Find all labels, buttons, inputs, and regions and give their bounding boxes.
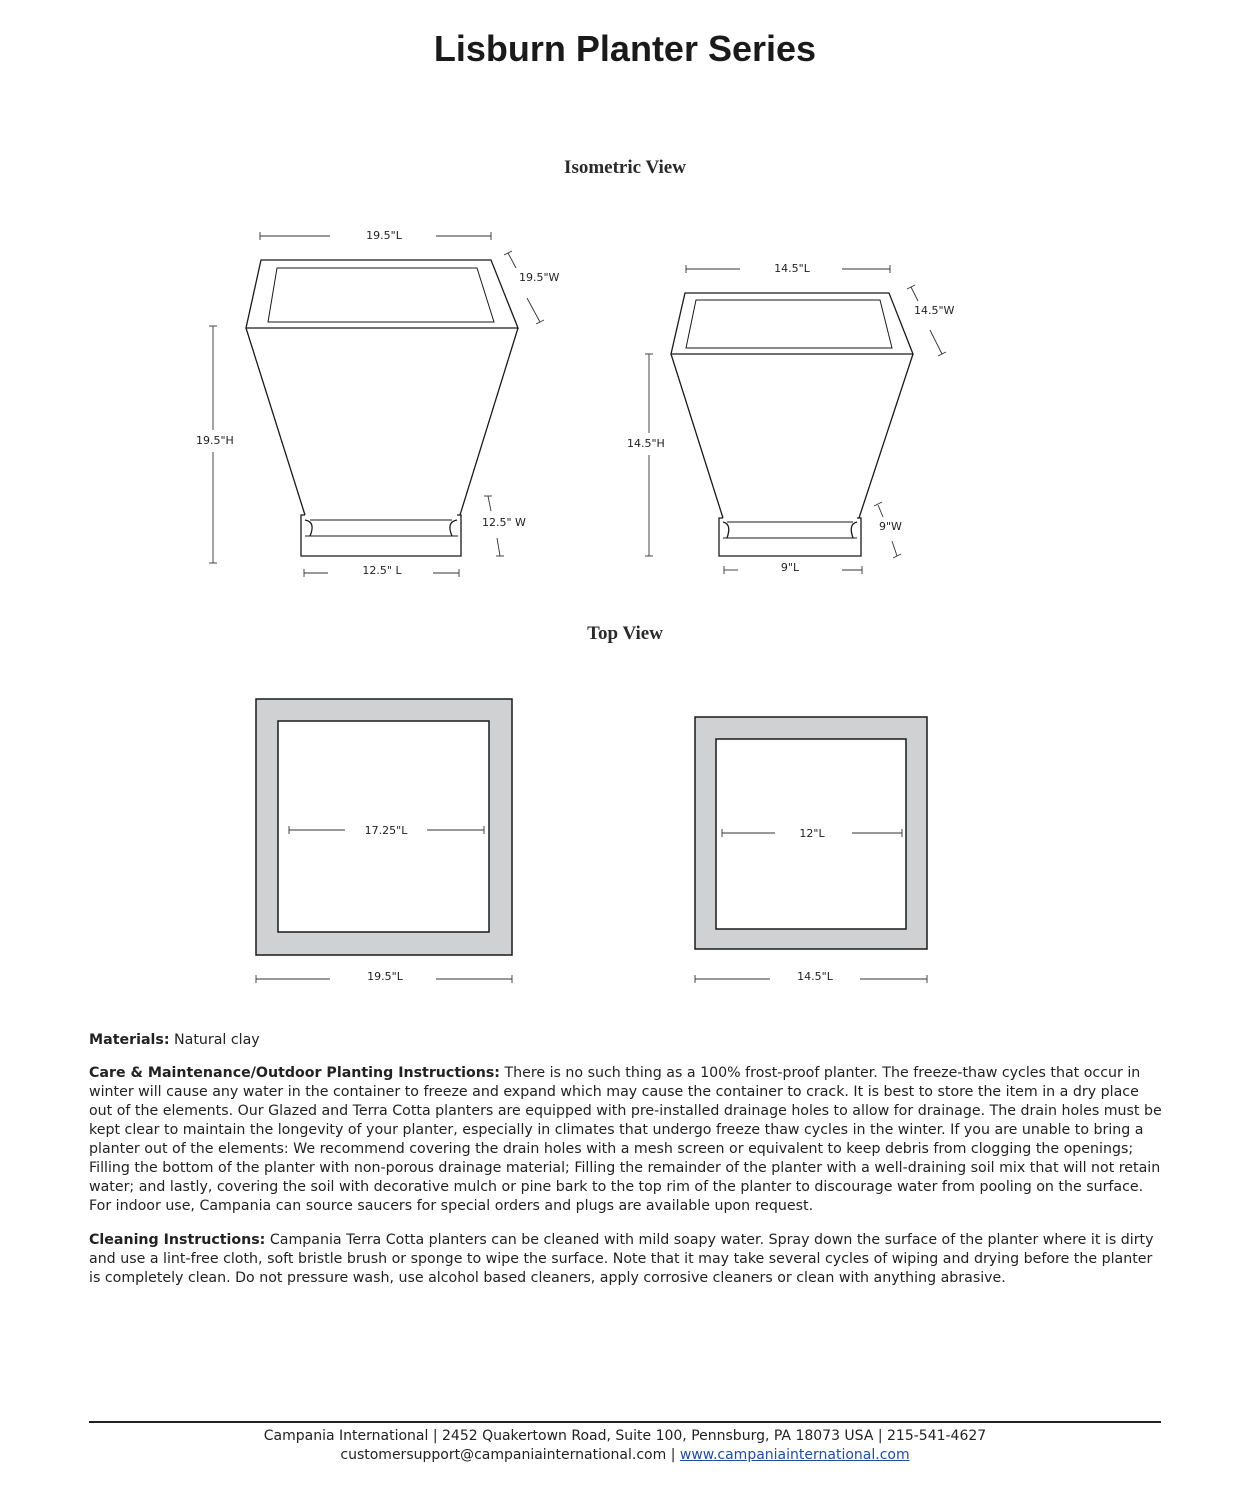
footer-divider xyxy=(89,1421,1161,1423)
footer-separator: | xyxy=(666,1447,680,1463)
care-label: Care & Maintenance/Outdoor Planting Instructions: xyxy=(89,1065,500,1081)
cleaning-text: Campania Terra Cotta planters can be cleaned with mild soapy water. Spray down the surface of the planter where it is dirty and use a lint-free cloth, soft bristle brush or sponge to wipe the surface. Note that it may take several cycles of wiping and drying before the planter is completely clean. Do not pressure wash, use alcohol based cleaners, apply corrosive cleaners or clean with anything abrasive. xyxy=(89,1232,1154,1286)
care-text: There is no such thing as a 100% frost-proof planter. The freeze-thaw cycles that occur in winter will cause any water in the container to freeze and expand which may cause the container to crack. It is best to store the item in a dry place out of the elements. Our Glazed and Terra Cotta planters are equipped with pre-installed drainage holes to allow for drainage. The drain holes must be kept clear to maintain the longevity of your planter, especially in climates that undergo freeze thaw cycles in the winter. If you are unable to bring a planter out of the elements: We recommend covering the drain holes with a mesh screen or equivalent to keep debris from clogging the openings; Filling the bottom of the planter with non-porous drainage material; Filling the remainder of the planter with a well-draining soil mix that will not retain water; and lastly, covering the soil with decorative mulch or pine bark to the top rim of the planter to discourage water from pooling on the surface. For indoor use, Campania can source saucers for special orders and plugs are available upon request. xyxy=(89,1065,1162,1214)
large-planter-isometric xyxy=(246,260,518,556)
large-top-length-label: 19.5"L xyxy=(366,229,402,242)
small-top-view-outer-label: 14.5"L xyxy=(797,970,833,983)
cleaning-paragraph xyxy=(89,1231,1164,1288)
small-base-length-label: 9"L xyxy=(780,561,800,574)
large-base-width-label: 12.5" W xyxy=(482,516,526,529)
dimension-lines xyxy=(209,232,946,577)
care-paragraph xyxy=(89,1064,1164,1216)
large-top-width-label: 19.5"W xyxy=(519,271,560,284)
large-base-length-label: 12.5" L xyxy=(362,564,402,577)
large-top-view-outer-label: 19.5"L xyxy=(367,970,403,983)
isometric-view-heading: Isometric View xyxy=(564,157,686,178)
footer-website-link[interactable]: www.campaniainternational.com xyxy=(679,1447,910,1463)
large-height-label: 19.5"H xyxy=(196,434,234,447)
footer-email: customersupport@campaniainternational.com xyxy=(340,1447,667,1463)
materials-text: Natural clay xyxy=(169,1032,260,1048)
large-top-view-inner-label: 17.25"L xyxy=(364,824,408,837)
top-view-heading: Top View xyxy=(587,623,663,644)
small-top-width-label: 14.5"W xyxy=(914,304,955,317)
small-planter-isometric xyxy=(671,293,913,556)
footer-contact xyxy=(0,1447,1250,1463)
page-title: Lisburn Planter Series xyxy=(433,28,817,69)
small-height-label: 14.5"H xyxy=(627,437,665,450)
small-top-length-label: 14.5"L xyxy=(774,262,810,275)
small-base-width-label: 9"W xyxy=(879,520,902,533)
materials-paragraph xyxy=(89,1031,1164,1050)
cleaning-label: Cleaning Instructions: xyxy=(89,1232,266,1248)
footer-address: Campania International | 2452 Quakertown Road, Suite 100, Pennsburg, PA 18073 USA | 215-541-4627 xyxy=(263,1428,987,1444)
small-top-view-inner-label: 12"L xyxy=(799,827,825,840)
materials-label: Materials: xyxy=(89,1032,170,1048)
